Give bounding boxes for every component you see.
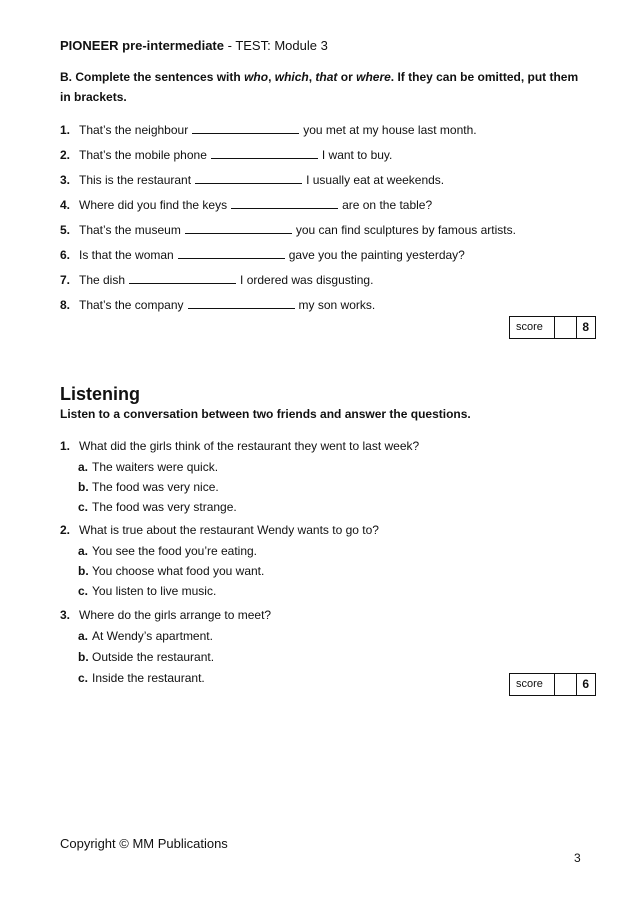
answer-blank[interactable]: [195, 173, 302, 184]
test-title: - TEST: Module 3: [224, 38, 328, 53]
score-box-section-b: [509, 316, 596, 339]
section-b-instruction: B. Complete the sentences with who, which, that or where. If they can be omitted, put them in brackets.: [60, 70, 579, 104]
option-3c[interactable]: c. Inside the restaurant.: [78, 671, 205, 685]
option-2b[interactable]: b. You choose what food you want.: [78, 564, 265, 578]
score-box-listening: [509, 673, 596, 696]
sentence-2: 2. That’s the mobile phone I want to buy.: [60, 148, 393, 162]
option-2c[interactable]: c. You listen to live music.: [78, 584, 217, 598]
listening-instruction: Listen to a conversation between two friends and answer the questions.: [60, 407, 471, 421]
score-label: score: [510, 317, 555, 338]
answer-blank[interactable]: [178, 248, 285, 259]
answer-blank[interactable]: [231, 198, 338, 209]
score-input[interactable]: [555, 317, 577, 338]
listening-question-1: 1. What did the girls think of the restaurant they went to last week?: [60, 439, 420, 453]
score-max: 8: [582, 320, 589, 334]
page-header: [60, 38, 328, 53]
option-3b[interactable]: b. Outside the restaurant.: [78, 650, 215, 664]
option-1a[interactable]: a. The waiters were quick.: [78, 460, 219, 474]
score-label: score: [510, 674, 555, 695]
sentence-3: 3. This is the restaurant I usually eat at weekends.: [60, 173, 445, 187]
listening-title: Listening: [60, 384, 140, 404]
sentence-1: 1. That’s the neighbour you met at my house last month.: [60, 123, 477, 137]
score-max: 6: [582, 677, 589, 691]
answer-blank[interactable]: [185, 223, 292, 234]
sentence-5: 5. That’s the museum you can find sculptures by famous artists.: [60, 223, 516, 237]
option-1b[interactable]: b. The food was very nice.: [78, 480, 219, 494]
sentence-4: 4. Where did you find the keys are on the table?: [60, 198, 433, 212]
answer-blank[interactable]: [129, 273, 236, 284]
sentence-8: 8. That’s the company my son works.: [60, 298, 376, 312]
answer-blank[interactable]: [188, 298, 295, 309]
book-title: PIONEER pre-intermediate: [60, 38, 224, 53]
page-number: 3: [574, 851, 581, 865]
sentence-6: 6. Is that the woman gave you the painting yesterday?: [60, 248, 465, 262]
option-2a[interactable]: a. You see the food you’re eating.: [78, 544, 258, 558]
score-input[interactable]: [555, 674, 577, 695]
answer-blank[interactable]: [192, 123, 299, 134]
copyright-footer: Copyright © MM Publications: [60, 836, 228, 851]
answer-blank[interactable]: [211, 148, 318, 159]
option-3a[interactable]: a. At Wendy’s apartment.: [78, 629, 213, 643]
option-1c[interactable]: c. The food was very strange.: [78, 500, 237, 514]
listening-question-2: 2. What is true about the restaurant Wendy wants to go to?: [60, 523, 379, 537]
sentence-7: 7. The dish I ordered was disgusting.: [60, 273, 374, 287]
listening-question-3: 3. Where do the girls arrange to meet?: [60, 608, 272, 622]
